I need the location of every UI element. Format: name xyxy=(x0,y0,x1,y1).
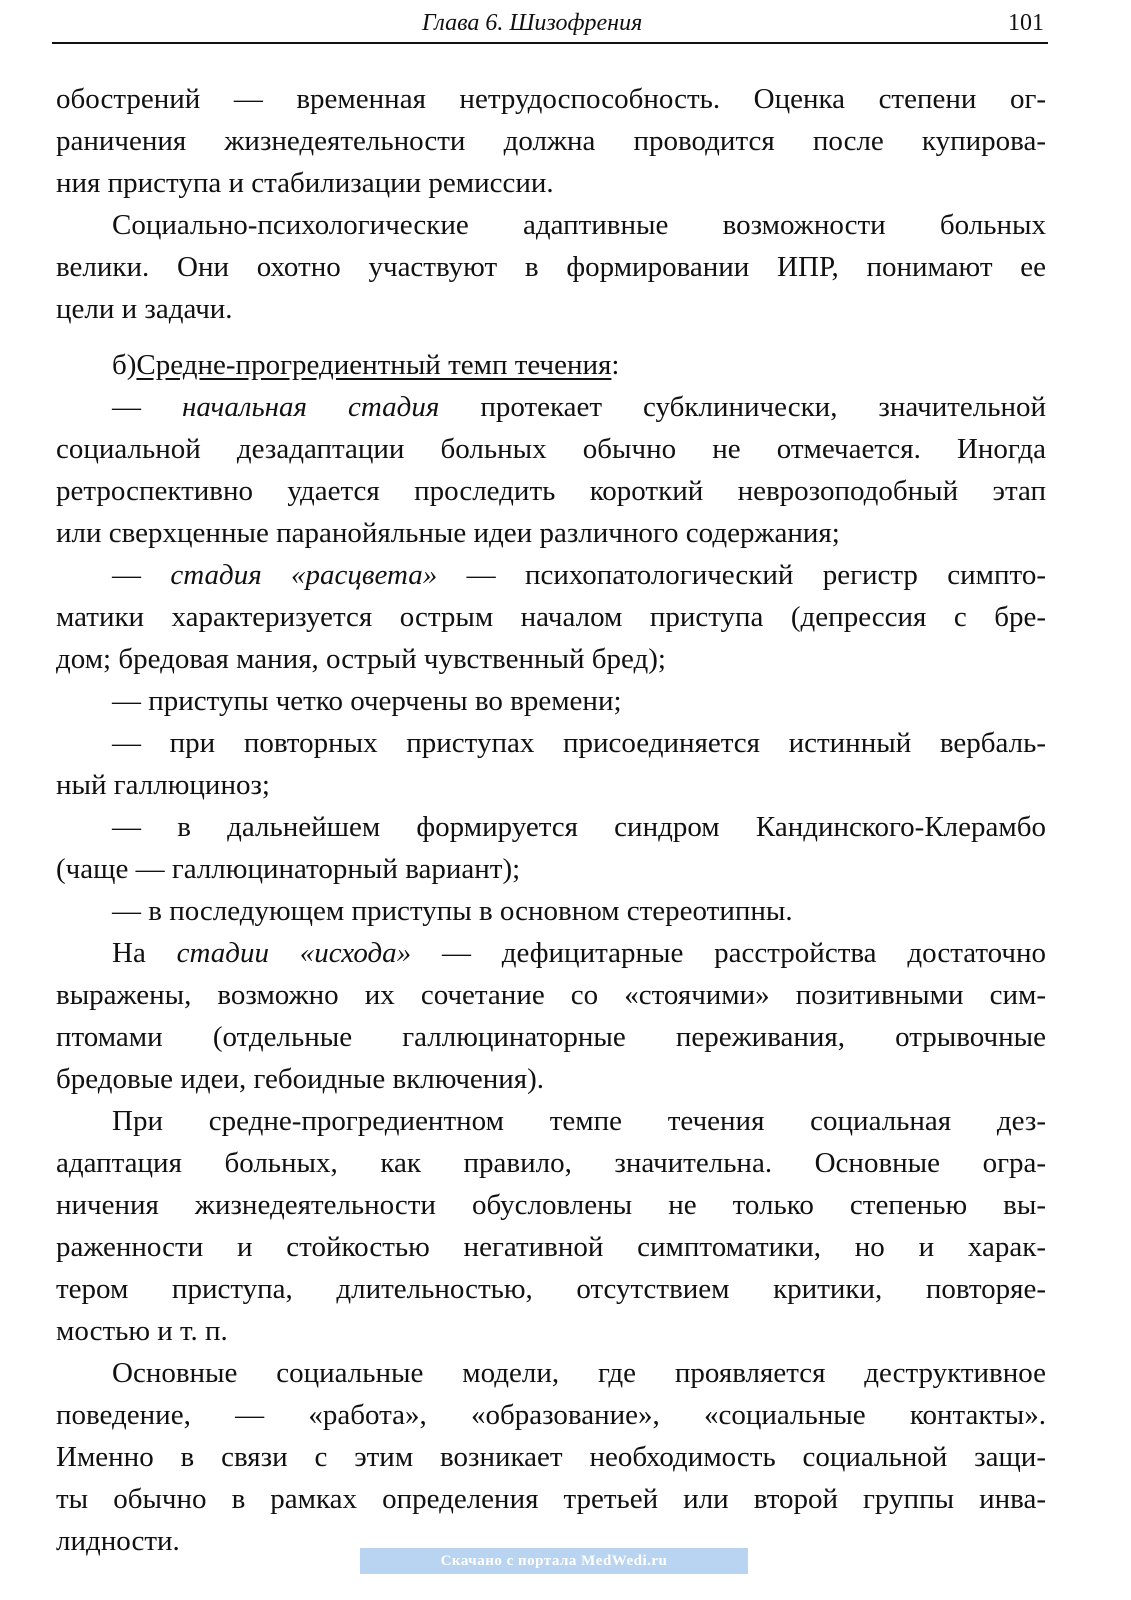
italic-term: стадия «расцвета» xyxy=(170,559,438,591)
watermark-banner: Скачано с портала MedWedi.ru xyxy=(360,1548,748,1574)
dash: — xyxy=(112,559,171,591)
text-line: тером приступа, длительностью, отсутствием критики, повторяе- xyxy=(56,1273,1046,1305)
text-line: поведение, — «работа», «образование», «социальные контакты». xyxy=(56,1399,1046,1431)
text-line: — при повторных приступах присоединяется истинный вербаль- xyxy=(112,727,1046,759)
text-line: ния приступа и стабилизации ремиссии. xyxy=(56,167,554,199)
text-line: социальной дезадаптации больных обычно не отмечается. Иногда xyxy=(56,433,1046,465)
text-line: матики характеризуется острым началом приступа (депрессия с бре- xyxy=(56,601,1046,633)
text-line: (чаще — галлюцинаторный вариант); xyxy=(56,853,521,885)
text-line: дом; бредовая мания, острый чувственный бред); xyxy=(56,643,666,675)
text-line: выражены, возможно их сочетание со «стоячими» позитивными сим- xyxy=(56,979,1046,1011)
text-line: велики. Они охотно участвуют в формировании ИПР, понимают ее xyxy=(56,251,1046,283)
text-line: Социально-психологические адаптивные возможности больных xyxy=(112,209,1046,241)
text-line: При средне-прогредиентном темпе течения социальная дез- xyxy=(112,1105,1046,1137)
line-rest: — дефицитарные расстройства достаточно xyxy=(411,937,1046,969)
text-line xyxy=(56,932,1046,974)
paragraph-gap xyxy=(56,330,1046,344)
subsection-colon: : xyxy=(611,349,620,381)
chapter-title: Глава 6. Шизофрения xyxy=(422,10,643,36)
page-body xyxy=(56,78,1046,1562)
line-rest: — психопатологический регистр симпто- xyxy=(437,559,1046,591)
italic-term: начальная стадия xyxy=(181,391,440,423)
text-line: мостью и т. п. xyxy=(56,1315,228,1347)
text-line: ный галлюциноз; xyxy=(56,769,270,801)
text-line: ничения жизнедеятельности обусловлены не только степенью вы- xyxy=(56,1189,1046,1221)
text-line: обострений — временная нетрудоспособность. Оценка степени ог- xyxy=(56,83,1046,115)
italic-term: стадии «исхода» xyxy=(176,937,412,969)
line-rest: протекает субклинически, значительной xyxy=(439,391,1046,423)
text-line xyxy=(56,554,1046,596)
text-line: раничения жизнедеятельности должна проводится после купирова- xyxy=(56,125,1046,157)
subsection-marker: б) xyxy=(112,349,137,381)
text-line: Основные социальные модели, где проявляется деструктивное xyxy=(112,1357,1046,1389)
page-number: 101 xyxy=(1008,10,1044,36)
text-line: адаптация больных, как правило, значительна. Основные огра- xyxy=(56,1147,1046,1179)
line-start: На xyxy=(112,937,177,969)
text-line: цели и задачи. xyxy=(56,293,233,325)
text-line: ты обычно в рамках определения третьей или второй группы инва- xyxy=(56,1483,1046,1515)
text-line: ретроспективно удается проследить короткий неврозоподобный этап xyxy=(56,475,1046,507)
text-line: — в дальнейшем формируется синдром Кандинского-Клерамбо xyxy=(112,811,1046,843)
subsection-title: Средне-прогредиентный темп течения xyxy=(136,349,612,381)
subsection-heading xyxy=(56,344,1046,386)
text-line: лидности. xyxy=(56,1525,180,1557)
text-line: бредовые идеи, гебоидные включения). xyxy=(56,1063,545,1095)
text-line: Именно в связи с этим возникает необходимость социальной защи- xyxy=(56,1441,1046,1473)
text-line: — в последующем приступы в основном стереотипны. xyxy=(112,895,793,927)
text-line: — приступы четко очерчены во времени; xyxy=(112,685,622,717)
dash: — xyxy=(112,391,182,423)
running-header xyxy=(52,4,1048,44)
text-line: птомами (отдельные галлюцинаторные переживания, отрывочные xyxy=(56,1021,1046,1053)
text-line xyxy=(56,386,1046,428)
text-line: раженности и стойкостью негативной симптоматики, но и харак- xyxy=(56,1231,1046,1263)
text-line: или сверхценные паранойяльные идеи различного содержания; xyxy=(56,517,840,549)
